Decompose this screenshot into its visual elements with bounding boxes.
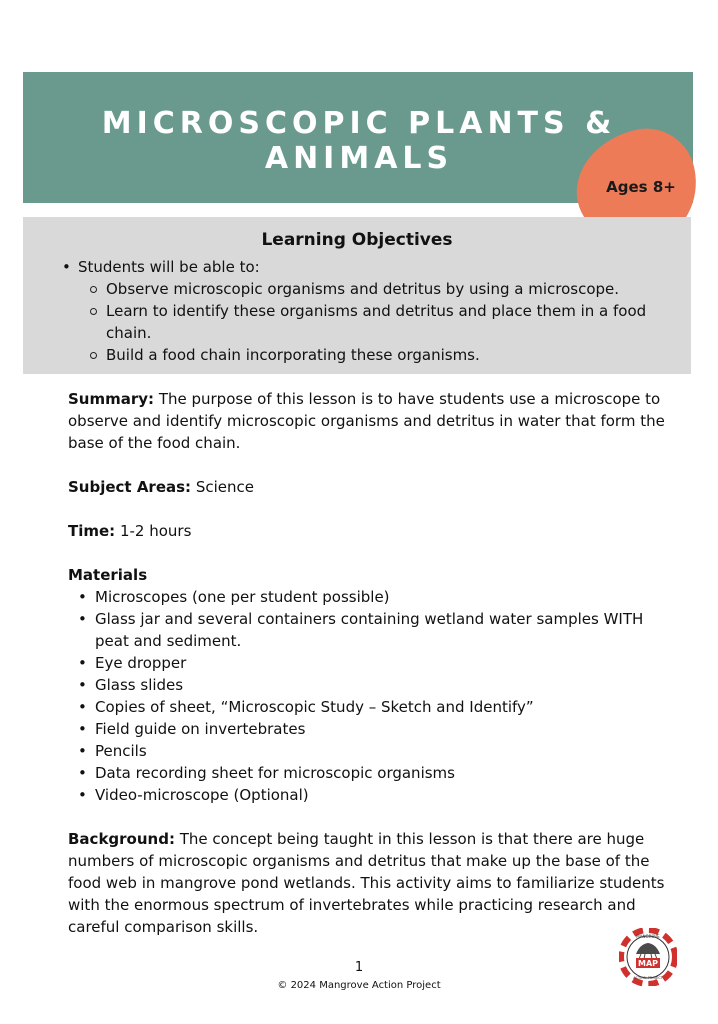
- time-label: Time:: [68, 522, 116, 540]
- objectives-heading: Learning Objectives: [261, 230, 453, 250]
- time-paragraph: [68, 520, 668, 542]
- objectives-intro: • Students will be able to:: [60, 256, 680, 278]
- materials-item: • Glass jar and several containers containing wetland water samples WITH peat and sediment.: [68, 608, 668, 652]
- background-text: The concept being taught in this lesson is that there are huge numbers of microscopic organisms and detritus that make up the base of the food web in mangrove pond wetlands. This activity aims to familiarize students with the enormous spectrum of invertebrates while practicing research and careful comparison skills.: [68, 830, 665, 936]
- subject-areas-paragraph: [68, 476, 668, 498]
- objective-item: Learn to identify these organisms and detritus and place them in a food chain.: [60, 300, 680, 344]
- materials-item: • Eye dropper: [68, 652, 668, 674]
- background-label: Background:: [68, 830, 175, 848]
- summary-paragraph: [68, 388, 668, 454]
- materials-list: [68, 586, 668, 806]
- objective-item: Observe microscopic organisms and detritus by using a microscope.: [60, 278, 680, 300]
- background-paragraph: [68, 828, 668, 938]
- svg-text:ACTION PROJECT: ACTION PROJECT: [633, 976, 663, 980]
- time-text: 1-2 hours: [115, 522, 192, 540]
- materials-heading: [68, 564, 668, 586]
- page-title: MICROSCOPIC PLANTS & ANIMALS: [101, 106, 617, 176]
- page-number: 1: [354, 960, 364, 975]
- svg-text:MAP: MAP: [637, 959, 659, 968]
- lesson-content: [68, 388, 668, 938]
- copyright-text: © 2024 Mangrove Action Project: [277, 980, 441, 991]
- materials-item: • Video-microscope (Optional): [68, 784, 668, 806]
- objectives-list: [60, 256, 680, 366]
- materials-item: • Glass slides: [68, 674, 668, 696]
- materials-heading-text: Materials: [68, 566, 148, 584]
- ages-badge: Ages 8+: [606, 178, 676, 196]
- objective-item: Build a food chain incorporating these organisms.: [60, 344, 680, 366]
- materials-item: • Data recording sheet for microscopic organisms: [68, 762, 668, 784]
- materials-item: • Field guide on invertebrates: [68, 718, 668, 740]
- mangrove-action-project-logo: [619, 928, 677, 986]
- materials-item: • Pencils: [68, 740, 668, 762]
- svg-text:MANGROVE: MANGROVE: [636, 934, 660, 939]
- subject-areas-label: Subject Areas:: [68, 478, 192, 496]
- subject-areas-text: Science: [191, 478, 254, 496]
- summary-text: The purpose of this lesson is to have students use a microscope to observe and identify microscopic organisms and detritus in water that form the base of the food chain.: [68, 390, 665, 452]
- materials-item: • Copies of sheet, “Microscopic Study – Sketch and Identify”: [68, 696, 668, 718]
- materials-item: • Microscopes (one per student possible): [68, 586, 668, 608]
- summary-label: Summary:: [68, 390, 155, 408]
